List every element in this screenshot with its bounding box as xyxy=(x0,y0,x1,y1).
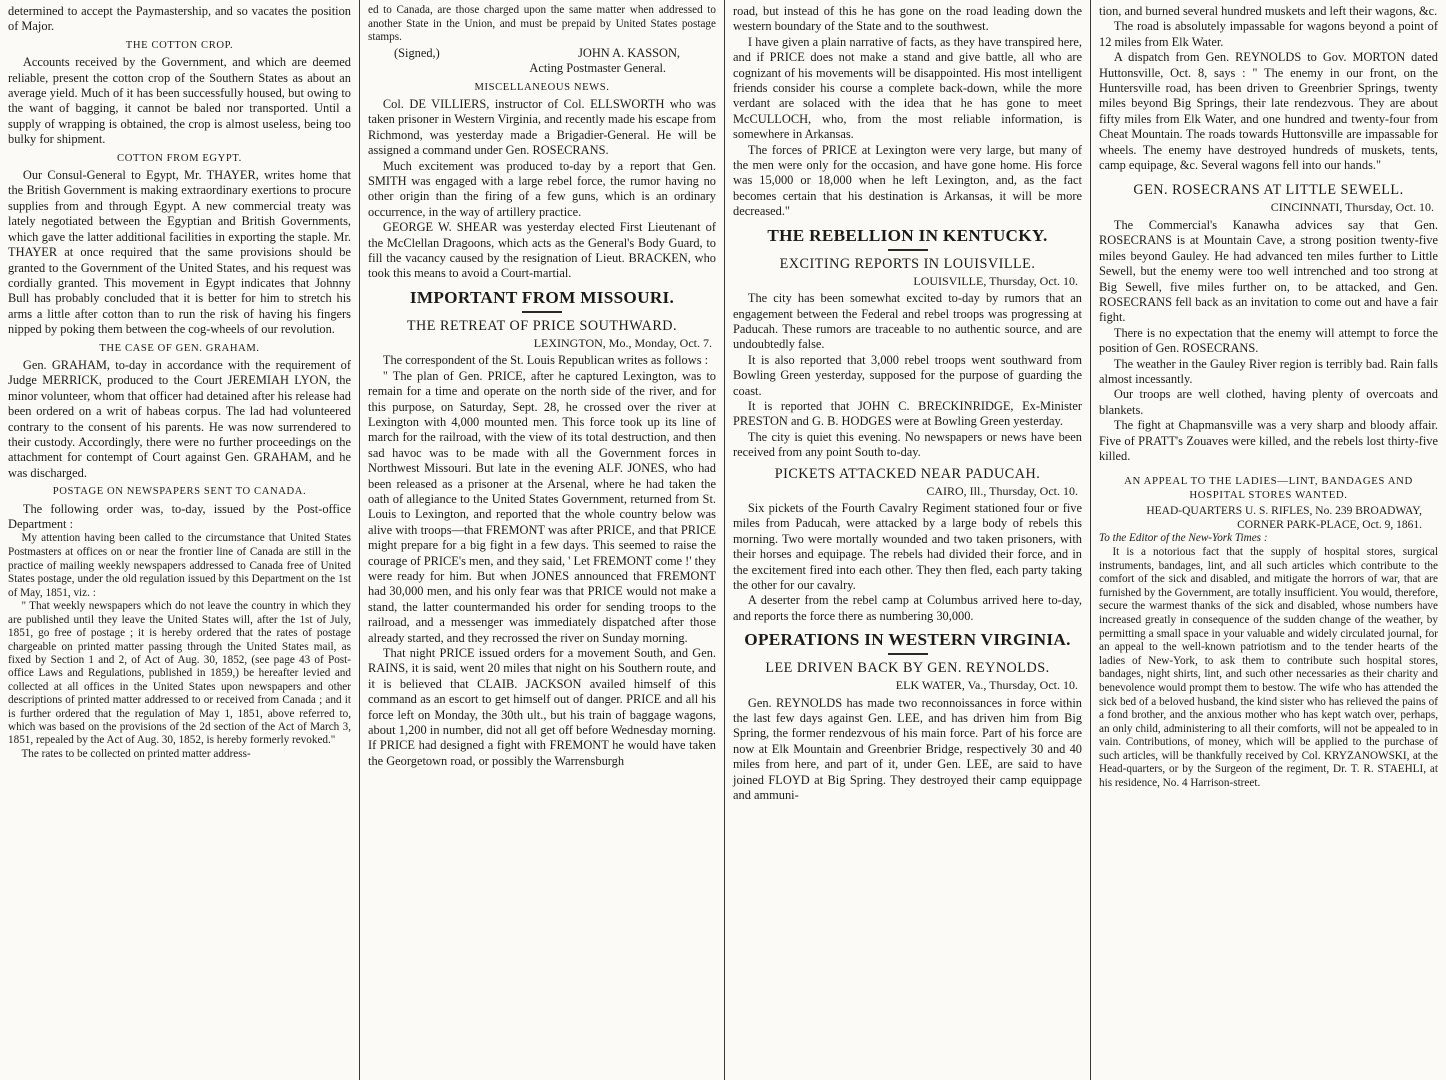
section-heading: MISCELLANEOUS NEWS. xyxy=(474,81,610,93)
article-text: The city has been somewhat excited to-day by rumors that an engagement between the Federal and rebel troops was progressing at Paducah. These rumors are traceable to no authentic source, and are undoubtedly false. xyxy=(733,291,1082,352)
article-text: There is no expectation that the enemy will attempt to force the position of Gen. ROSECRANS. xyxy=(1099,325,1438,356)
headline-divider xyxy=(522,311,562,313)
headline: IMPORTANT FROM MISSOURI. xyxy=(409,287,675,307)
subheadline: GEN. ROSECRANS AT LITTLE SEWELL. xyxy=(1133,182,1404,199)
article-text: Accounts received by the Government, and which are deemed reliable, present the cotton crop of the Southern States as about an average yield. Much of it has been successfully housed, but owing to the want of bagging, it cannot be baled nor transported. Until a supply of wrapping is obtained, the crop is almost useless, being too bulky for shipment. xyxy=(8,55,351,147)
article-text: Our Consul-General to Egypt, Mr. THAYER, writes home that the British Government is making extraordinary exertions to procure supplies from and through Egypt. A new commercial treaty was lately negotiated between the Egyptian and British Governments, which gave the latter additional facilities in exporting the staple. Mr. THAYER at once required that the same provisions should be granted to the Government of the United States, and his request was cordially granted. This movement in Egypt indicates that Johnny Bull has probably concluded that it is better for him to stretch his arms a little after cotton than to run the risk of having his fingers nipped by poking them between the cog-wheels of our revolution. xyxy=(8,168,351,337)
article-text: Much excitement was produced to-day by a report that Gen. SMITH was engaged with a large rebel force, the rumor having no other origin than the firing of a few guns, which is an ordinary occurrence, in the way of artillery practice. xyxy=(368,158,716,219)
article-text: Our troops are well clothed, having plenty of overcoats and blankets. xyxy=(1099,387,1438,417)
column-3 xyxy=(725,0,1090,1080)
article-text: It is a notorious fact that the supply of hospital stores, surgical instruments, bandages, lint, and all such articles which contribute to the comfort of the sick and disabled, and mitigate the horrors of war, that are furnished by the Government, are totally insufficient. You would, therefore, secure the warmest thanks of the sick and disabled, whose numbers have increased greatly in consequence of the sudden change of the weather, by permitting a small space in your valuable and widely circulated journal, for an appeal to the well-known patriotism and to the tender hearts of the ladies of New-York, to ask them to contribute such hospital stores, bandages, night shirts, lint, and such other necessaries as their charity and benevolence would prompt them to bestow. The wife who has attended the sick bed of a beloved husband, the kind sister who has relieved the pains of a fond brother, and the anxious mother who has kept watch over, perhaps, an only child, administering to all their comforts, will not be appealed to in vain. Contributions, of money, which will be applied to the purchase of such articles, will be thankfully received by Col. KRYZANOWSKI, at the Head-quarters, or by the Surgeon of the regiment, Dr. T. R. STAEHLI, at his residence, No. 4 Harrison-street. xyxy=(1099,545,1438,790)
article-text: The weather in the Gauley River region is terribly bad. Rain falls almost incessantly. xyxy=(1099,356,1438,386)
letter-salutation: To the Editor of the New-York Times : xyxy=(1099,532,1268,545)
article-text: A deserter from the rebel camp at Columbus arrived here to-day, and reports the force there as numbering 30,000. xyxy=(733,593,1082,623)
quoted-regulation: " That weekly newspapers which do not leave the country in which they are published until they leave the United States will, after the 1st of July, 1851, go free of postage ; it is hereby ordered that the rates of postage chargeable on printed matter passing through the United States mail, as fixed by Section 1 and 2, of Act of Aug. 30, 1852, (see page 43 of Post-office Laws and Regulations, published in 1859,) be hereafter levied and collected at all offices in the United States upon newspapers and other descriptions of printed matter addressed to or received from Canada ; and it is further ordered that the regulation of May 1, 1851, above referred to, which was based on the provisions of the 2d section of the Act of March 3, 1851, repealed by the Act of Aug. 30, 1852, is hereby formerly revoked." xyxy=(8,600,351,747)
signer-name: JOHN A. KASSON, xyxy=(578,45,680,60)
subheadline: LEE DRIVEN BACK BY GEN. REYNOLDS. xyxy=(765,660,1050,677)
article-text: tion, and burned several hundred muskets and left their wagons, &c. xyxy=(1099,4,1438,18)
section-heading: POSTAGE ON NEWSPAPERS SENT TO CANADA. xyxy=(52,486,307,498)
headline: OPERATIONS IN WESTERN VIRGINIA. xyxy=(744,630,1071,650)
article-text: The city is quiet this evening. No newspapers or news have been received from any point South to-day. xyxy=(733,429,1082,460)
article-text: The fight at Chapmansville was a very sharp and bloody affair. Five of PRATT's Zouaves were killed, and the rebels lost thirty-five killed. xyxy=(1099,418,1438,463)
article-text: It is reported that JOHN C. BRECKINRIDGE, Ex-Minister PRESTON and G. B. HODGES were at Bowling Green yesterday. xyxy=(733,398,1082,429)
article-text: ed to Canada, are those charged upon the same matter when addressed to another State in the Union, and must be prepaid by United States postage stamps. xyxy=(368,4,716,44)
letter-address: CORNER PARK-PLACE, Oct. 9, 1861. xyxy=(1237,519,1422,532)
article-text: determined to accept the Paymastership, and so vacates the position of Major. xyxy=(8,4,351,34)
dateline: CINCINNATI, Thursday, Oct. 10. xyxy=(1270,200,1434,215)
article-text: Col. DE VILLIERS, instructor of Col. ELLSWORTH who was taken prisoner in Western Virginia, and recently made his escape from Richmond, was yesterday made a Brigadier-General. He will be assigned a command under Gen. ROSECRANS. xyxy=(368,97,716,158)
section-heading: COTTON FROM EGYPT. xyxy=(117,152,242,164)
signature-line xyxy=(368,46,716,61)
section-heading: THE COTTON CROP. xyxy=(125,39,234,51)
column-1 xyxy=(0,0,359,1080)
article-text: It is also reported that 3,000 rebel troops went southward from Bowling Green yesterday, supposed for the purpose of guarding the coast. xyxy=(733,352,1082,398)
article-text: The rates to be collected on printed matter address- xyxy=(21,747,251,760)
article-text: road, but instead of this he has gone on the road leading down the western boundary of the State and to the southwest. xyxy=(733,4,1082,34)
headline-divider xyxy=(888,249,928,251)
column-4 xyxy=(1091,0,1446,1080)
headline-divider xyxy=(888,653,928,655)
section-heading: AN APPEAL TO THE LADIES—LINT, BANDAGES AND HOSPITAL STORES WANTED. xyxy=(1124,475,1413,502)
letter-address: HEAD-QUARTERS U. S. RIFLES, No. 239 BROADWAY, xyxy=(1146,505,1422,518)
article-text: The following order was, to-day, issued by the Post-office Department : xyxy=(8,501,351,531)
section-heading: THE CASE OF GEN. GRAHAM. xyxy=(99,342,260,354)
dateline: CAIRO, Ill., Thursday, Oct. 10. xyxy=(926,483,1078,498)
article-text: I have given a plain narrative of facts, as they have transpired here, and if PRICE does not make a stand and give battle, all who are cognizant of his movements will be disappointed. His most intelligent friends consider his course a complete back-down, while the more verdant are solaced with the idea that he has gone to meet McCULLOCH, who, from the most reliable information, is somewhere in Arkansas. xyxy=(733,34,1082,142)
article-text: The forces of PRICE at Lexington were very large, but many of the men were only for the occasion, and have gone home. His force was 15,000 or 18,000 when he left Lexington, and, as the fact becomes certain that his destination is Arkansas, it will be more decreased." xyxy=(733,142,1082,219)
article-text: " The plan of Gen. PRICE, after he captured Lexington, was to remain for a time and operate on the north side of the river, and for this purpose, on Saturday, Sept. 28, he crossed over the river at Lexington with 4,000 mounted men. This force took up its line of march for the railroad, with the view of its total destruction, and then sad havoc was to be made with all the Government forces in Northwest Missouri. But late in the evening ALF. JONES, who had been released as a prisoner at the Arsenal, where he had taken the oath of allegiance to the United States Government, returned from St. Louis to Lexington, and reported that the whole country below was alive with troops—that FREMONT was after PRICE, and that PRICE might prepare for a big fight in a few days. This seemed to raise the courage of PRICE's men, and they said, ' Let FREMONT come !' they were ready for him. But when JONES announced that FREMONT had 30,000 men, and his only fear was that PRICE would not make a stand, the latter countermanded his order for sending troops to the railroad, and a messenger was immediately dispatched after those already started, and they recrossed the river on Sunday morning. xyxy=(368,368,716,645)
article-text: Gen. REYNOLDS has made two reconnoissances in force within the last few days against Gen. LEE, and has driven him from Big Spring, the former rendezvous of his main force. Part of his force are now at Elk Mountain and Greenbrier Bridge, respectively 30 and 40 miles from here, and part of it, under Gen. LEE, are said to have joined FLOYD at Big Spring. They destroyed their camp equippage and ammuni- xyxy=(733,695,1082,803)
article-text: A dispatch from Gen. REYNOLDS to Gov. MORTON dated Huttonsville, Oct. 8, says : " The enemy in our front, on the Huntersville road, has been driven to Greenbrier Springs, twenty miles beyond Big Springs, their late rendezvous. They are about fifty miles from Elk Water, and one hundred and twenty-four from Cheat Mountain. The roads towards Huttonsville are impassable for wheels. The enemy have destroyed hundreds of muskets, tents, camp equipage, &c. Several wagons fell into our hands." xyxy=(1099,50,1438,173)
subheadline: PICKETS ATTACKED NEAR PADUCAH. xyxy=(774,465,1041,482)
dateline: LEXINGTON, Mo., Monday, Oct. 7. xyxy=(533,335,712,350)
article-text: GEORGE W. SHEAR was yesterday elected First Lieutenant of the McClellan Dragoons, which acts as the General's Body Guard, to fill the vacancy caused by the resignation of Lieut. BRACKEN, who took this means to avoid a Court-martial. xyxy=(368,220,716,281)
signed-label: (Signed,) xyxy=(394,45,440,60)
article-text: The correspondent of the St. Louis Republican writes as follows : xyxy=(382,353,709,368)
article-text: That night PRICE issued orders for a movement South, and Gen. RAINS, it is said, went 20 miles that night on his Southern route, and it is believed that CLAIB. JACKSON availed himself of this command as an escort to get himself out of danger. PRICE and all his force left on Monday, the 30th ult., but his train of baggage wagons, about 1,200 in number, did not all get off before Wednesday morning. If PRICE had designed a fight with FREMONT he would have taken the Georgetown road, or possibly the Warrensburgh xyxy=(368,646,716,768)
subheadline: EXCITING REPORTS IN LOUISVILLE. xyxy=(779,255,1036,272)
headline: THE REBELLION IN KENTUCKY. xyxy=(767,225,1048,245)
subheadline: THE RETREAT OF PRICE SOUTHWARD. xyxy=(406,317,678,334)
article-text: Gen. GRAHAM, to-day in accordance with the requirement of Judge MERRICK, produced to the Court JEREMIAH LYON, the minor volunteer, whom that officer had detained after his release had been ordered on a writ of habeas corpus. The lad had volunteered contrary to the consent of his parents. He was now surrendered to their custody. Accordingly, there were no further proceedings on the attachment for contempt of Court against Gen. GRAHAM, and he was discharged. xyxy=(8,357,351,480)
article-text: Six pickets of the Fourth Cavalry Regiment stationed four or five miles from Paducah, were attacked by a large body of rebels this morning. Two were mortally wounded and two taken prisoners, with their horses and equipage. The rebels had divided their force, and in the excitement fired into each other. They then fled, each party taking the other for our cavalry. xyxy=(733,500,1082,592)
article-text: The Commercial's Kanawha advices say that Gen. ROSECRANS is at Mountain Cave, a strong position twenty-five miles beyond Gauley. He had advanced ten miles further to Little Sewell, but the enemy were too well intrenched and too strong at Big Sewell, five miles further on, to be attacked, and Gen. ROSECRANS fell back as an invitation to come out and have a fair fight. xyxy=(1099,217,1438,325)
article-text: The road is absolutely impassable for wagons beyond a point of 12 miles from Elk Water. xyxy=(1099,19,1438,49)
signer-title: Acting Postmaster General. xyxy=(529,61,666,76)
dateline: LOUISVILLE, Thursday, Oct. 10. xyxy=(913,273,1078,288)
column-2 xyxy=(360,0,724,1080)
article-text: My attention having been called to the circumstance that United States Postmasters at offices on or near the frontier line of Canada are still in the practice of mailing weekly newspapers addressed to Canada free of United States postage, under the old regulation issued by this Department on the 1st of May, 1851, viz. : xyxy=(8,532,351,599)
dateline: ELK WATER, Va., Thursday, Oct. 10. xyxy=(895,678,1078,693)
